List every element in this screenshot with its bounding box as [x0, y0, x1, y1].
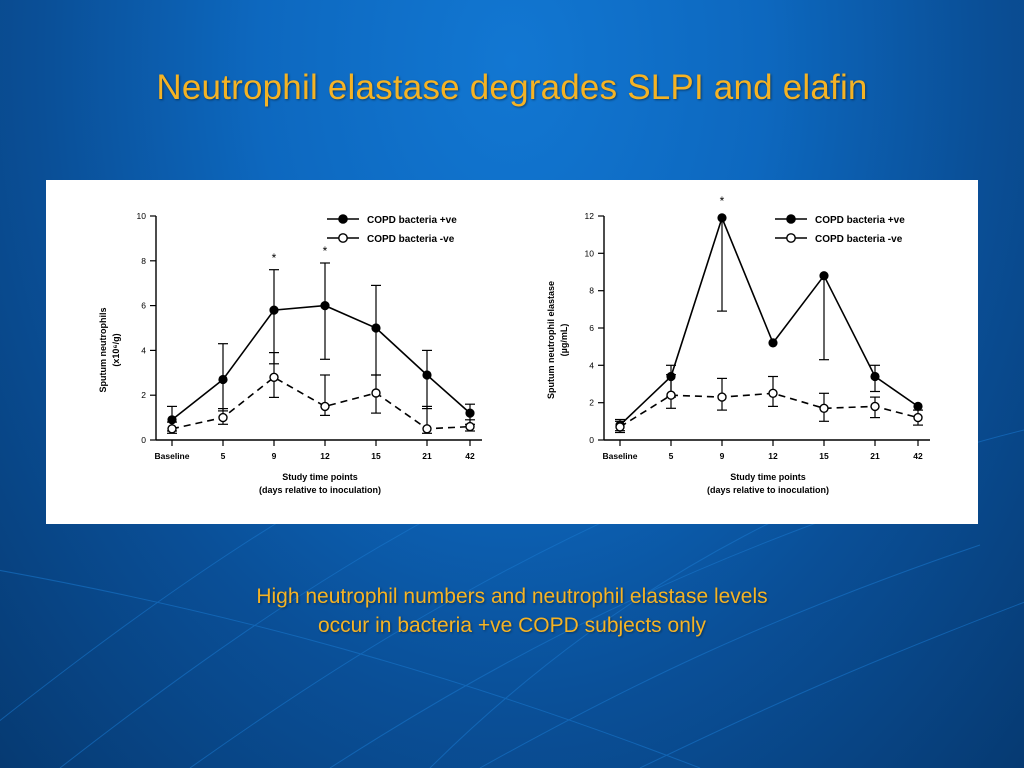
y-tick-label: 4	[141, 345, 146, 356]
series-line-positive	[172, 306, 470, 420]
y-tick-label: 0	[141, 435, 146, 445]
x-axis-title-line2: (days relative to inoculation)	[706, 485, 830, 495]
caption-line-1: High neutrophil numbers and neutrophil elastase levels	[256, 585, 768, 608]
legend	[775, 215, 905, 245]
legend-label-positive: COPD bacteria +ve	[815, 215, 905, 226]
y-tick-label: 4	[589, 360, 594, 371]
x-tick-label: 5	[220, 451, 226, 461]
x-tick-label: 9	[271, 451, 277, 461]
y-tick-label: 12	[584, 211, 594, 221]
y-tick-label: 0	[589, 435, 594, 445]
legend	[327, 215, 457, 245]
significance-star: *	[322, 244, 328, 258]
error-bars-negative	[167, 353, 475, 434]
significance-star: *	[719, 194, 725, 208]
slide-caption	[0, 582, 1024, 640]
legend-label-negative: COPD bacteria -ve	[367, 234, 455, 245]
x-tick-label: 21	[870, 451, 880, 461]
y-tick-label: 10	[584, 248, 594, 259]
x-tick-label: Baseline	[602, 451, 638, 461]
y-axis-title-line1: Sputum neutrophil elastase	[546, 280, 556, 400]
x-tick-label: 12	[768, 451, 778, 461]
y-tick-label: 6	[589, 323, 594, 333]
x-axis-title-line2: (days relative to inoculation)	[258, 485, 382, 495]
y-tick-label: 6	[141, 300, 146, 311]
x-axis-title-line1: Study time points	[730, 472, 806, 482]
x-tick-label: 15	[819, 451, 829, 461]
x-tick-label: 42	[913, 451, 923, 461]
y-tick-label: 2	[141, 390, 146, 401]
markers-negative	[616, 389, 922, 431]
chart-sputum-neutrophil-elastase	[518, 180, 968, 524]
x-tick-label: 9	[719, 451, 725, 461]
legend-label-positive: COPD bacteria +ve	[367, 215, 457, 226]
x-tick-label: 5	[668, 451, 674, 461]
x-tick-label: 15	[371, 451, 381, 461]
y-axis-title-line1: Sputum neutrophils	[98, 307, 108, 393]
significance-star: *	[271, 251, 277, 265]
legend-label-negative: COPD bacteria -ve	[815, 234, 903, 245]
x-tick-label: Baseline	[154, 451, 190, 461]
caption-line-2: occur in bacteria +ve COPD subjects only	[317, 614, 707, 637]
x-tick-label: 21	[422, 451, 432, 461]
error-bars-positive	[615, 218, 880, 431]
y-axis-title-line2: (µg/mL)	[559, 323, 569, 357]
y-tick-label: 10	[136, 211, 146, 221]
x-axis-title-line1: Study time points	[282, 472, 358, 482]
markers-negative	[168, 373, 474, 433]
y-tick-label: 8	[589, 285, 594, 296]
figure-panel	[46, 180, 978, 524]
chart-sputum-neutrophils	[70, 180, 520, 524]
y-tick-label: 8	[141, 255, 146, 266]
page-title: Neutrophil elastase degrades SLPI and elafin	[156, 68, 868, 107]
x-tick-label: 42	[465, 451, 475, 461]
y-tick-label: 2	[589, 397, 594, 408]
y-axis-title-line2: (x10⁶/g)	[111, 333, 121, 367]
x-tick-label: 12	[320, 451, 330, 461]
